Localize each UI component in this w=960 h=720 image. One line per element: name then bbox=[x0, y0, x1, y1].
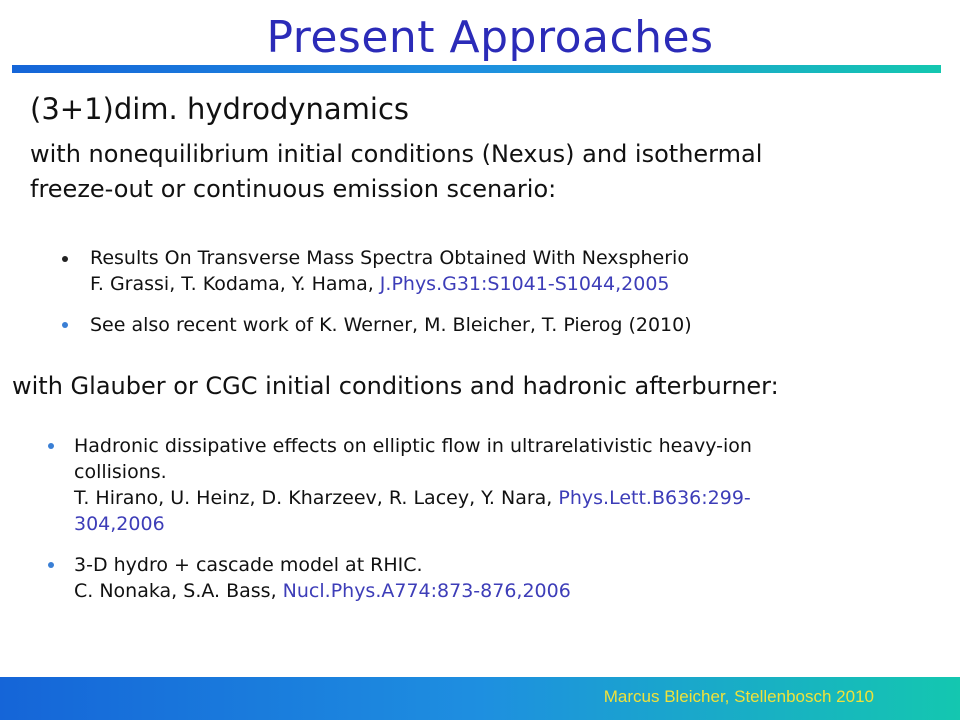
authors-text: T. Hirano, U. Heinz, D. Kharzeev, R. Lacey, Y. Nara, bbox=[74, 487, 559, 509]
list-item-line: collisions. bbox=[74, 461, 167, 483]
heading-hydrodynamics: (3+1)dim. hydrodynamics bbox=[30, 92, 410, 126]
list-item-line: 3-D hydro + cascade model at RHIC. bbox=[74, 554, 423, 576]
reference-link[interactable]: Nucl.Phys.A774:873-876,2006 bbox=[282, 580, 571, 602]
authors-text: F. Grassi, T. Kodama, Y. Hama, bbox=[90, 273, 380, 295]
list-item-line bbox=[74, 511, 752, 537]
list-item-line bbox=[74, 578, 571, 604]
list-item-nonaka bbox=[74, 552, 571, 604]
footer-author: Marcus Bleicher, Stellenbosch 2010 bbox=[603, 687, 874, 706]
authors-text: C. Nonaka, S.A. Bass, bbox=[74, 580, 283, 602]
list-item-nexspherio bbox=[90, 245, 689, 297]
list-item-line bbox=[74, 485, 752, 511]
heading-glauber: with Glauber or CGC initial conditions and hadronic afterburner: bbox=[12, 372, 779, 400]
heading-nonequilibrium bbox=[30, 137, 762, 207]
slide-title: Present Approaches bbox=[266, 12, 714, 63]
list-item-line: See also recent work of K. Werner, M. Bleicher, T. Pierog (2010) bbox=[90, 314, 692, 336]
bullet-icon bbox=[48, 443, 54, 449]
list-item-werner bbox=[90, 312, 692, 338]
bullet-icon bbox=[62, 256, 68, 262]
title-underline-bar bbox=[12, 65, 941, 73]
heading-nonequilibrium-line2: freeze-out or continuous emission scenario: bbox=[30, 175, 557, 203]
reference-link-continued[interactable]: 304,2006 bbox=[74, 513, 165, 535]
bullet-icon bbox=[62, 322, 68, 328]
list-item-hirano bbox=[74, 433, 752, 537]
list-item-line: Hadronic dissipative effects on elliptic flow in ultrarelativistic heavy-ion bbox=[74, 435, 752, 457]
list-item-line: Results On Transverse Mass Spectra Obtained With Nexspherio bbox=[90, 247, 689, 269]
list-item-line bbox=[90, 271, 689, 297]
reference-link[interactable]: J.Phys.G31:S1041-S1044,2005 bbox=[379, 273, 670, 295]
bullet-icon bbox=[48, 562, 54, 568]
heading-nonequilibrium-line1: with nonequilibrium initial conditions (Nexus) and isothermal bbox=[30, 140, 763, 168]
reference-link[interactable]: Phys.Lett.B636:299- bbox=[558, 487, 751, 509]
